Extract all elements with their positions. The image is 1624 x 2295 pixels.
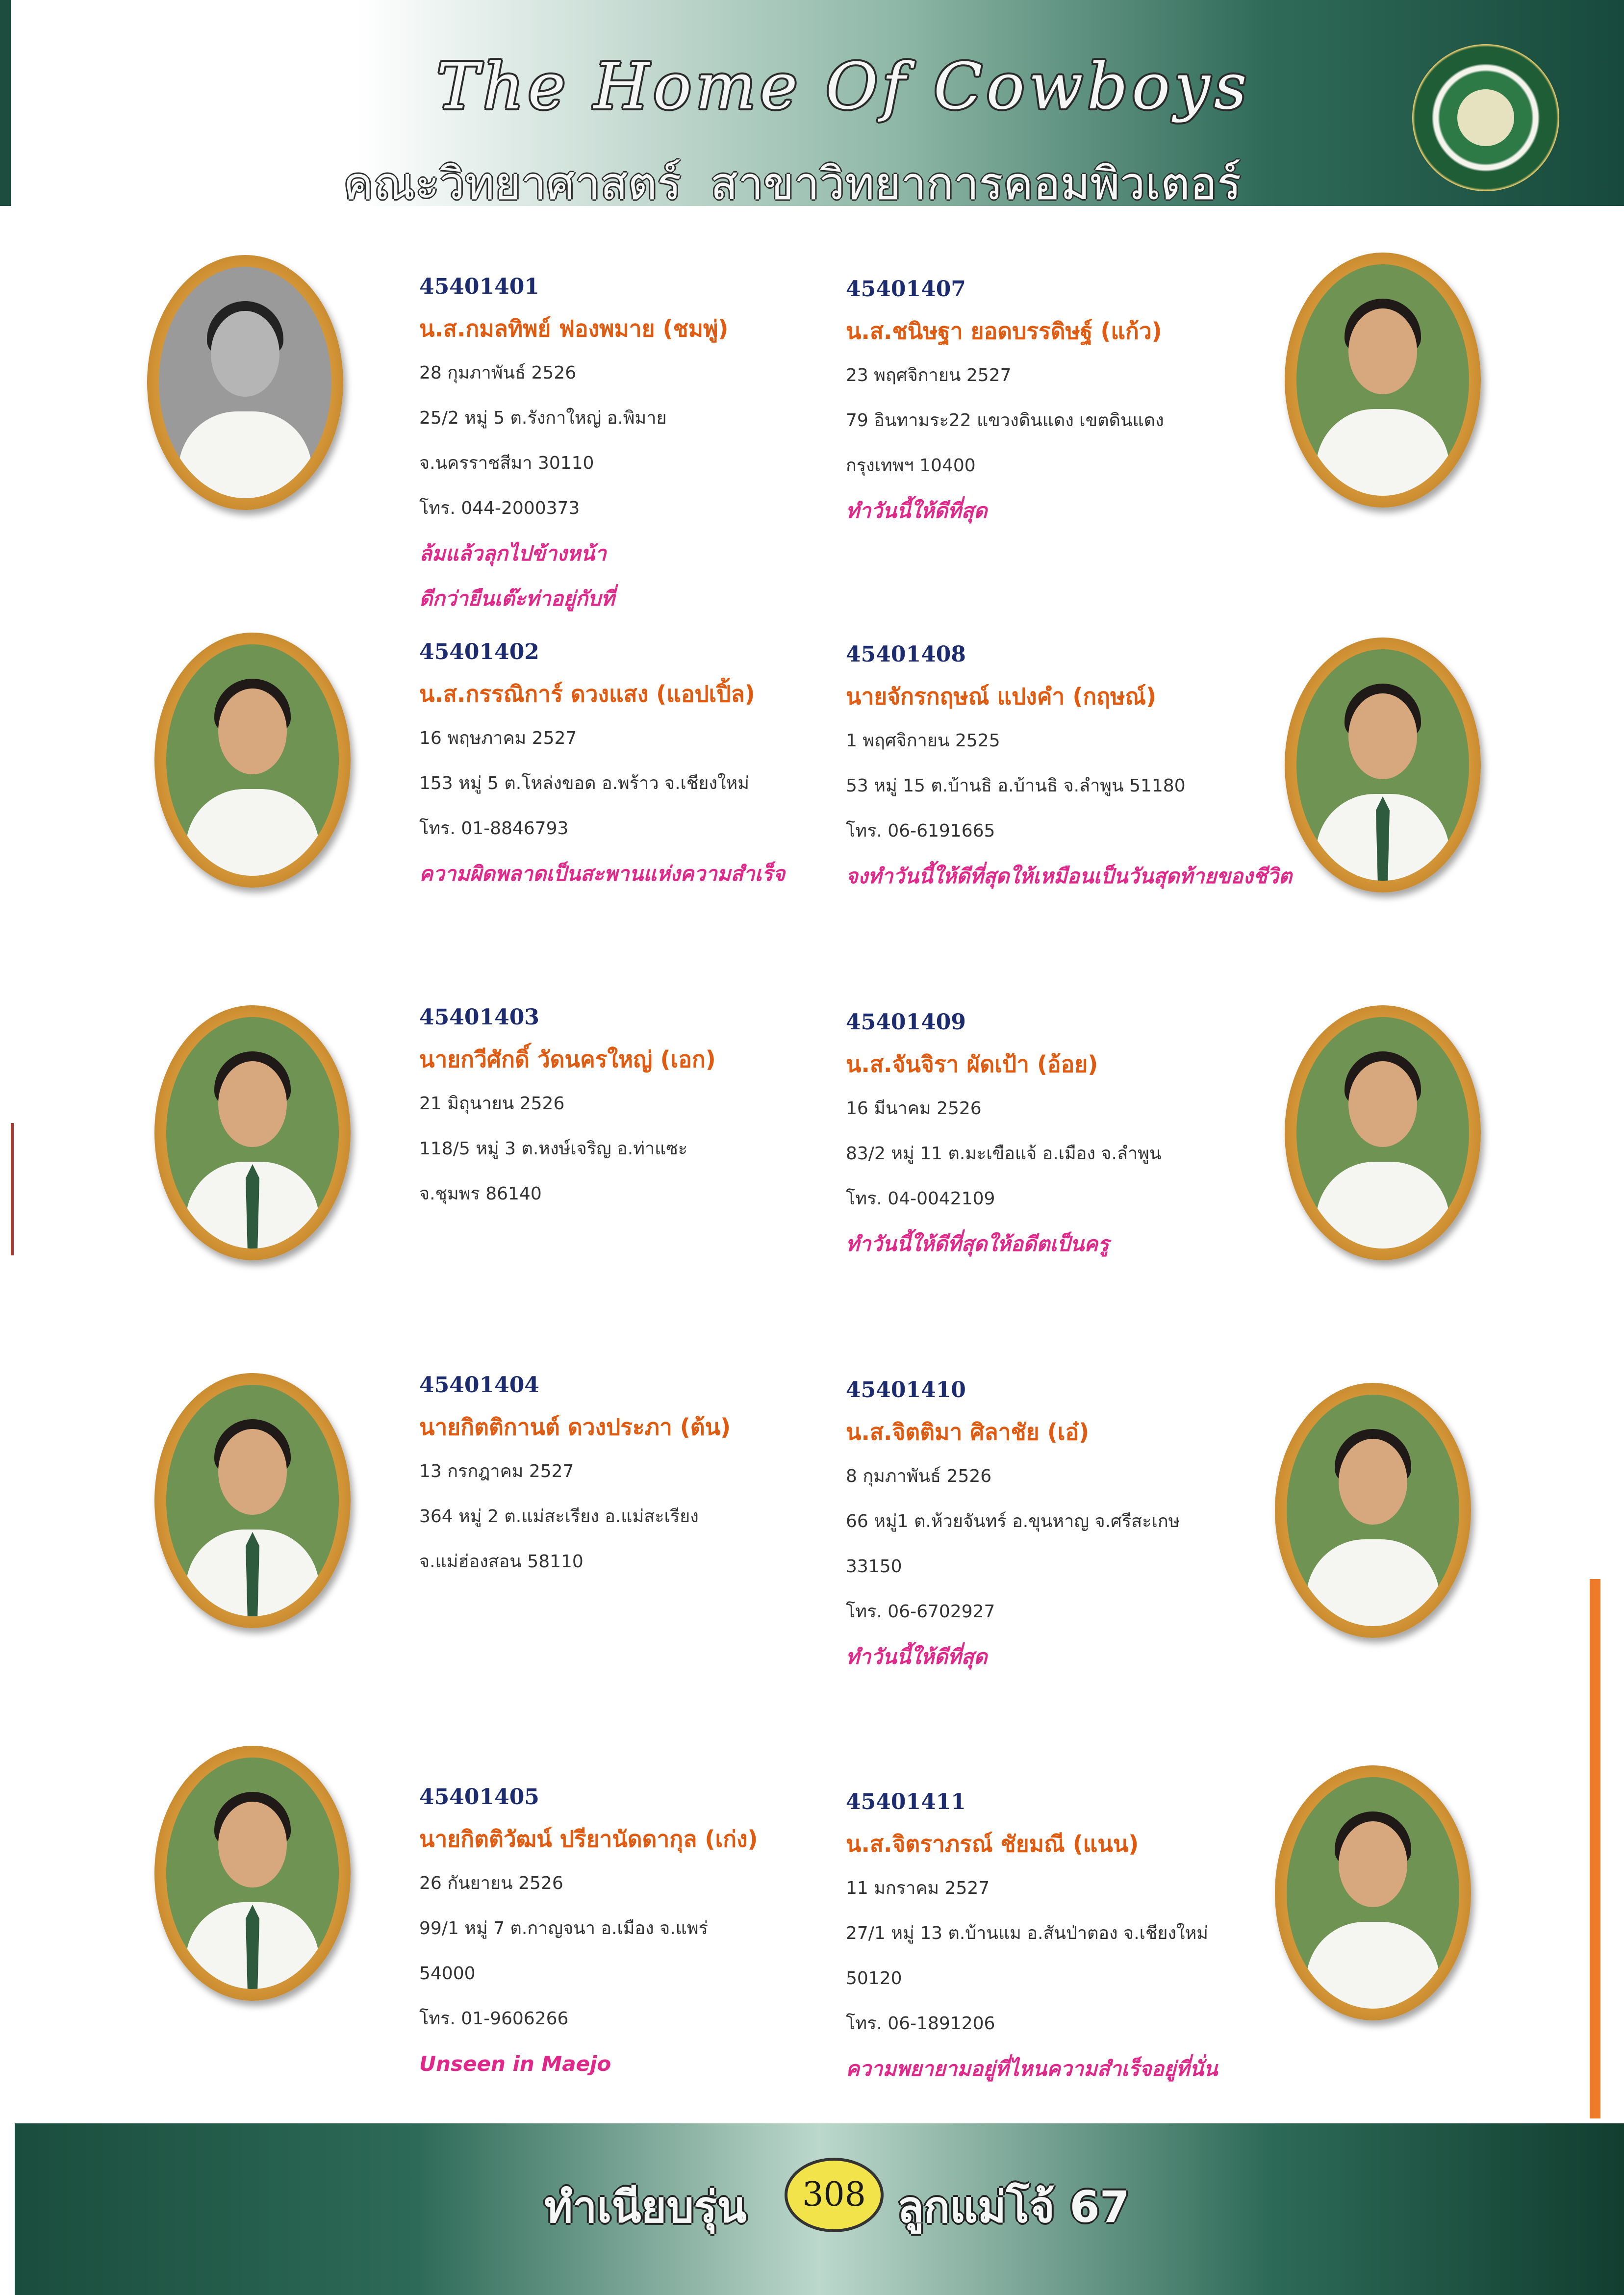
student-address: 25/2 หมู่ 5 ต.รังกาใหญ่ อ.พิมาย xyxy=(419,408,667,428)
student-birthdate: 16 มีนาคม 2526 xyxy=(846,1098,982,1119)
student-entry xyxy=(846,1783,1268,2091)
student-motto: ทำวันนี้ให้ดีที่สุด xyxy=(846,1645,988,1669)
student-id: 45401403 xyxy=(419,1005,539,1030)
student-phone: โทร. 06-6702927 xyxy=(846,1602,995,1622)
student-entry xyxy=(419,267,841,621)
student-motto: ความพยายามอยู่ที่ไหนความสำเร็จอยู่ที่นั่น xyxy=(846,2057,1218,2081)
student-birthdate: 13 กรกฎาคม 2527 xyxy=(419,1461,574,1481)
page-title: The Home Of Cowboys xyxy=(436,49,1251,124)
student-address: กรุงเทพฯ 10400 xyxy=(846,456,976,476)
student-entry xyxy=(419,998,841,1217)
student-motto: จงทำวันนี้ให้ดีที่สุดให้เหมือนเป็นวันสุดท้ายของชีวิต xyxy=(846,864,1292,888)
student-id: 45401401 xyxy=(419,274,539,299)
student-phone: โทร. 06-1891206 xyxy=(846,2014,995,2034)
student-entry xyxy=(419,633,841,896)
student-phone: โทร. 04-0042109 xyxy=(846,1189,995,1209)
student-name: น.ส.จิตติมา ศิลาชัย (เอ๋) xyxy=(846,1419,1090,1445)
student-motto: ดีกว่ายืนเต๊ะท่าอยู่กับที่ xyxy=(419,586,615,611)
student-id: 45401404 xyxy=(419,1373,539,1398)
student-birthdate: 11 มกราคม 2527 xyxy=(846,1878,990,1898)
student-entry xyxy=(419,1366,841,1584)
student-id: 45401402 xyxy=(419,639,539,664)
student-motto: ล้มแล้วลุกไปข้างหน้า xyxy=(419,541,607,565)
student-address: 33150 xyxy=(846,1556,902,1577)
student-id: 45401405 xyxy=(419,1785,539,1810)
left-edge-strip xyxy=(0,0,11,206)
student-entry xyxy=(419,1778,841,2087)
page-footer xyxy=(15,2123,1624,2295)
footer-left-text: ทำเนียบรุ่น xyxy=(544,2182,747,2232)
left-accent-mark xyxy=(11,1123,14,1255)
university-seal-logo xyxy=(1412,44,1559,191)
student-id: 45401408 xyxy=(846,642,966,667)
student-photo xyxy=(154,633,351,888)
side-accent-bar xyxy=(1590,1579,1600,2118)
student-name: นายกิตติวัฒน์ ปรียานัดดากุล (เก่ง) xyxy=(419,1826,758,1852)
student-id: 45401407 xyxy=(846,277,966,302)
student-address: 50120 xyxy=(846,1968,902,1989)
student-phone: โทร. 01-8846793 xyxy=(419,818,569,839)
student-address: จ.นครราชสีมา 30110 xyxy=(419,453,594,473)
page-subtitle: คณะวิทยาศาสตร์ สาขาวิทยาการคอมพิวเตอร์ xyxy=(343,157,1242,210)
student-name: น.ส.จิตราภรณ์ ชัยมณี (แนน) xyxy=(846,1831,1139,1857)
student-motto: ทำวันนี้ให้ดีที่สุดให้อดีตเป็นครู xyxy=(846,1232,1109,1256)
footer-right-text: ลูกแม่โจ้ 67 xyxy=(897,2182,1130,2232)
student-address: 83/2 หมู่ 11 ต.มะเขือแจ้ อ.เมือง จ.ลำพูน xyxy=(846,1144,1162,1164)
student-address: 66 หมู่1 ต.ห้วยจันทร์ อ.ขุนหาญ จ.ศรีสะเกษ xyxy=(846,1511,1180,1531)
student-photo xyxy=(154,1373,351,1628)
student-name: นายจักรกฤษณ์ แปงคำ (กฤษณ์) xyxy=(846,683,1157,710)
page-number: 308 xyxy=(785,2158,884,2232)
student-address: 54000 xyxy=(419,1964,476,1984)
student-birthdate: 16 พฤษภาคม 2527 xyxy=(419,728,577,748)
student-birthdate: 23 พฤศจิกายน 2527 xyxy=(846,365,1012,385)
seal-emblem-icon xyxy=(1457,89,1514,146)
student-phone: โทร. 01-9606266 xyxy=(419,2009,569,2029)
student-photo xyxy=(154,1746,351,2001)
student-photo xyxy=(154,1005,351,1260)
student-birthdate: 26 กันยายน 2526 xyxy=(419,1873,563,1893)
student-address: 364 หมู่ 2 ต.แม่สะเรียง อ.แม่สะเรียง xyxy=(419,1506,699,1527)
student-address: จ.แม่ฮ่องสอน 58110 xyxy=(419,1552,584,1572)
student-entry xyxy=(846,270,1268,534)
student-photo xyxy=(1285,253,1481,508)
student-birthdate: 21 มิถุนายน 2526 xyxy=(419,1094,565,1114)
student-name: น.ส.จันจิรา ผัดเป้า (อ้อย) xyxy=(846,1051,1098,1077)
student-address: 99/1 หมู่ 7 ต.กาญจนา อ.เมือง จ.แพร่ xyxy=(419,1918,708,1938)
student-entry xyxy=(846,1371,1268,1680)
student-id: 45401411 xyxy=(846,1789,966,1814)
student-entry xyxy=(846,1003,1268,1267)
student-address: 53 หมู่ 15 ต.บ้านธิ อ.บ้านธิ จ.ลำพูน 51180 xyxy=(846,776,1186,796)
student-id: 45401410 xyxy=(846,1377,966,1402)
student-address: 79 อินทามระ22 แขวงดินแดง เขตดินแดง xyxy=(846,410,1164,431)
student-birthdate: 28 กุมภาพันธ์ 2526 xyxy=(419,363,577,383)
student-phone: โทร. 06-6191665 xyxy=(846,821,995,841)
student-photo xyxy=(1275,1383,1471,1638)
student-photo xyxy=(1285,638,1481,892)
student-name: นายกวีศักดิ์ วัดนครใหญ่ (เอก) xyxy=(419,1046,716,1072)
student-photo xyxy=(1275,1765,1471,2020)
student-address: 118/5 หมู่ 3 ต.หงษ์เจริญ อ.ท่าแซะ xyxy=(419,1139,688,1159)
student-name: น.ส.กรรณิการ์ ดวงแสง (แอปเปิ้ล) xyxy=(419,681,755,707)
student-motto: Unseen in Maejo xyxy=(419,2052,611,2076)
student-entry xyxy=(846,635,1292,899)
student-birthdate: 1 พฤศจิกายน 2525 xyxy=(846,731,1000,751)
student-address: 27/1 หมู่ 13 ต.บ้านแม อ.สันป่าตอง จ.เชียงใหม่ xyxy=(846,1923,1209,1943)
student-photo xyxy=(1285,1005,1481,1260)
student-name: น.ส.ชนิษฐา ยอดบรรดิษฐ์ (แก้ว) xyxy=(846,318,1162,344)
student-photo xyxy=(147,255,343,510)
student-motto: ความผิดพลาดเป็นสะพานแห่งความสำเร็จ xyxy=(419,862,785,886)
student-birthdate: 8 กุมภาพันธ์ 2526 xyxy=(846,1466,992,1486)
student-name: น.ส.กมลทิพย์ ฟองพมาย (ชมพู่) xyxy=(419,315,729,342)
student-address: 153 หมู่ 5 ต.โหล่งขอด อ.พร้าว จ.เชียงใหม่ xyxy=(419,773,749,793)
student-address: จ.ชุมพร 86140 xyxy=(419,1184,542,1204)
student-motto: ทำวันนี้ให้ดีที่สุด xyxy=(846,499,988,523)
student-phone: โทร. 044-2000373 xyxy=(419,498,580,518)
student-id: 45401409 xyxy=(846,1010,966,1035)
student-name: นายกิตติกานต์ ดวงประภา (ต้น) xyxy=(419,1414,731,1440)
